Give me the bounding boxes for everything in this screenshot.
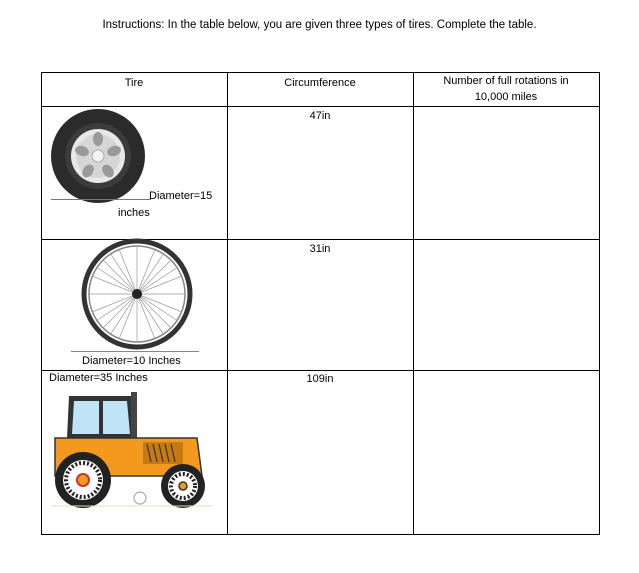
diameter-label-1-line2: inches [118, 207, 150, 219]
diameter-label-1-line1: Diameter=15 [149, 190, 213, 202]
header-tire: Tire [124, 77, 144, 89]
table-divider-1 [227, 72, 228, 535]
instructions-text: Instructions: In the table below, you are given three types of tires. Complete the table. [102, 19, 537, 31]
tire-table [41, 72, 600, 535]
diameter-label-3: Diameter=35 Inches [49, 372, 148, 384]
table-border-left [41, 72, 42, 535]
header-rotations-line1: Number of full rotations in [443, 75, 569, 87]
circumference-row-3: 109in [306, 373, 334, 385]
table-border-right [599, 72, 600, 535]
rotations-row-1[interactable] [413, 108, 599, 228]
header-circumference: Circumference [284, 77, 356, 89]
table-border-bottom [41, 534, 600, 535]
diameter-label-2: Diameter=10 Inches [82, 355, 181, 367]
circumference-row-1: 47in [309, 110, 331, 122]
table-row-divider-header [41, 106, 600, 107]
header-rotations [413, 73, 599, 105]
tractor-icon [47, 388, 217, 508]
diameter-line [51, 199, 151, 200]
rotations-row-2[interactable] [413, 241, 599, 361]
car-tire-icon [50, 109, 150, 205]
circumference-row-2: 31in [309, 243, 331, 255]
header-rotations-line2: 10,000 miles [474, 91, 538, 103]
rotations-row-3[interactable] [413, 371, 599, 521]
bicycle-wheel-icon [81, 238, 193, 350]
diameter-line [71, 351, 199, 352]
